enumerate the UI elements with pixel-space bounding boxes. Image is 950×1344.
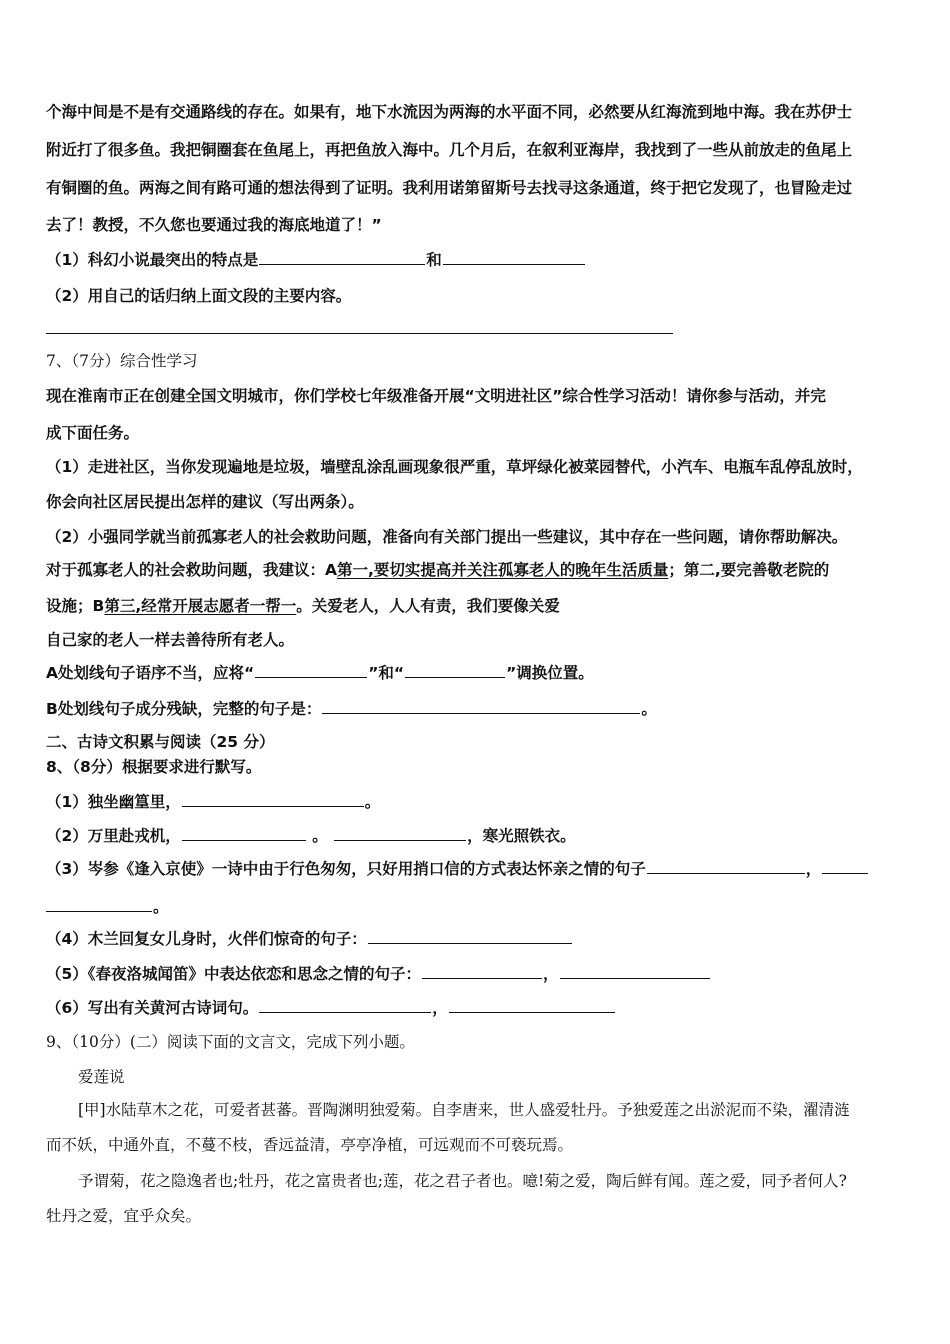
q8-item-text: （3）岑参《逢入京使》一诗中由于行色匆匆，只好用捎口信的方式表达怀亲之情的句子: [46, 860, 646, 878]
q7-b-text: 。: [641, 700, 657, 718]
novel-question-1: [46, 249, 586, 271]
answer-blank[interactable]: [46, 896, 152, 912]
q7-b-line: [46, 698, 657, 720]
q8-item-text: （6）写出有关黄河古诗词句。: [46, 999, 259, 1017]
answer-blank[interactable]: [259, 997, 431, 1013]
novel-line-2: 附近打了很多鱼。我把铜圈套在鱼尾上，再把鱼放入海中。几个月后，在叙利亚海岸，我找到了一些从前放走的鱼尾上: [46, 141, 853, 159]
answer-line[interactable]: [46, 333, 673, 334]
novel-line-1: 个海中间是不是有交通路线的存在。如果有，地下水流因为两海的水平面不同，必然要从红海流到地中海。我在苏伊士: [46, 103, 853, 121]
q7-part2-line-3: [46, 595, 560, 617]
q7-b-text: B处划线句子成分残缺，完整的句子是：: [46, 700, 322, 718]
q8-item-text: （4）木兰回复女儿身时，火伴们惊奇的句子：: [46, 930, 367, 948]
passage-title: 爱莲说: [78, 1068, 125, 1086]
answer-blank[interactable]: [259, 249, 425, 265]
answer-blank[interactable]: [405, 662, 505, 678]
q8-item-text: （1）独坐幽篁里，: [46, 793, 181, 811]
answer-blank[interactable]: [647, 858, 805, 874]
q7-part2-text: 对于孤寡老人的社会救助问题，我建议：A: [46, 561, 337, 579]
answer-blank[interactable]: [182, 791, 364, 807]
q9-title: 9、（10分）(二）阅读下面的文言文，完成下列小题。: [46, 1033, 415, 1051]
q8-item-4: [46, 928, 573, 950]
q8-item-2: [46, 825, 576, 847]
q8-item-text: 。: [306, 827, 328, 845]
q8-item-text: ，: [543, 965, 559, 983]
passage-p2-line-2: 牡丹之爱，宜乎众矣。: [46, 1207, 202, 1225]
question-1-text: （1）科幻小说最突出的特点是: [46, 251, 259, 269]
answer-blank[interactable]: [368, 928, 572, 944]
q7-part2-line-4: 自己家的老人一样去善待所有老人。: [46, 631, 295, 649]
q8-item-text: （2）万里赴戎机，: [46, 827, 181, 845]
q7-title: 7、（7分）综合性学习: [46, 352, 198, 370]
q8-item-text: （5）《春夜洛城闻笛》中表达依恋和思念之情的句子：: [46, 965, 422, 983]
q8-item-text: ，: [432, 999, 448, 1017]
q8-item-5: [46, 963, 711, 985]
q8-item-text: 。: [153, 898, 169, 916]
q7-part1-line-2: 你会向社区居民提出怎样的建议（写出两条）。: [46, 493, 364, 511]
novel-line-4: 去了！教授，不久您也要通过我的海底地道了！”: [46, 216, 382, 234]
novel-question-2: （2）用自己的话归纳上面文段的主要内容。: [46, 287, 352, 305]
q7-a-text: A处划线句子语序不当，应将“: [46, 664, 255, 682]
q8-item-3: [46, 858, 869, 880]
q8-title: 8、（8分）根据要求进行默写。: [46, 758, 262, 776]
question-1-and: 和: [426, 251, 442, 269]
passage-p1-line-2: 而不妖，中通外直，不蔓不枝，香远益清，亭亭净植，可远观而不可亵玩焉。: [46, 1136, 574, 1154]
answer-blank[interactable]: [560, 963, 710, 979]
answer-blank[interactable]: [422, 963, 542, 979]
answer-blank[interactable]: [255, 662, 367, 678]
underlined-sentence-a: 第一,要切实提高并关注孤寡老人的晚年生活质量: [337, 561, 669, 579]
passage-p2-line-1: 予谓菊，花之隐逸者也;牡丹，花之富贵者也;莲，花之君子者也。噫!菊之爱，陶后鲜有闻。莲之爱，同予者何人?: [78, 1172, 847, 1190]
q7-part2-text: 。关爱老人，人人有责，我们要像关爱: [296, 597, 560, 615]
answer-blank[interactable]: [822, 858, 868, 874]
q8-item-6: [46, 997, 616, 1019]
q7-intro-line-1: 现在淮南市正在创建全国文明城市，你们学校七年级准备开展“文明进社区”综合性学习活动！请你参与活动，并完: [46, 387, 826, 405]
q8-item-1: [46, 791, 380, 813]
underlined-sentence-b: 第三,经常开展志愿者一帮一: [104, 597, 297, 615]
q7-a-line: [46, 662, 594, 684]
novel-line-3: 有铜圈的鱼。两海之间有路可通的想法得到了证明。我利用诺第留斯号去找寻这条通道，终于把它发现了，也冒险走过: [46, 179, 853, 197]
q7-part2-line-1: （2）小强同学就当前孤寡老人的社会救助问题，准备向有关部门提出一些建议，其中存在一些问题，请你帮助解决。: [46, 528, 848, 546]
q8-item-3-continued: [46, 896, 169, 918]
answer-blank[interactable]: [322, 698, 640, 714]
answer-blank[interactable]: [182, 825, 306, 841]
section-2-title: 二、古诗文积累与阅读（25 分）: [46, 733, 275, 751]
q7-a-text: ”和“: [368, 664, 405, 682]
answer-blank[interactable]: [334, 825, 466, 841]
passage-p1-line-1: [甲]水陆草木之花，可爱者甚蕃。晋陶渊明独爱菊。自李唐来，世人盛爱牡丹。予独爱莲之出淤泥而不染，濯清涟: [78, 1101, 850, 1119]
answer-blank[interactable]: [449, 997, 615, 1013]
q7-part2-line-2: [46, 559, 829, 581]
q7-part2-text: ；第二,要完善敬老院的: [668, 561, 830, 579]
answer-blank[interactable]: [443, 249, 585, 265]
q7-intro-line-2: 成下面任务。: [46, 424, 140, 442]
q7-part1-line-1: （1）走进社区，当你发现遍地是垃圾，墙壁乱涂乱画现象很严重，草坪绿化被菜园替代，小汽车、电瓶车乱停乱放时，: [46, 458, 863, 476]
q8-item-text: ，: [805, 860, 822, 878]
q7-part2-text: 设施；B: [46, 597, 105, 615]
q8-item-text: 。: [364, 793, 381, 811]
q8-item-text: ，寒光照铁衣。: [467, 827, 576, 845]
q7-a-text: ”调换位置。: [506, 664, 594, 682]
